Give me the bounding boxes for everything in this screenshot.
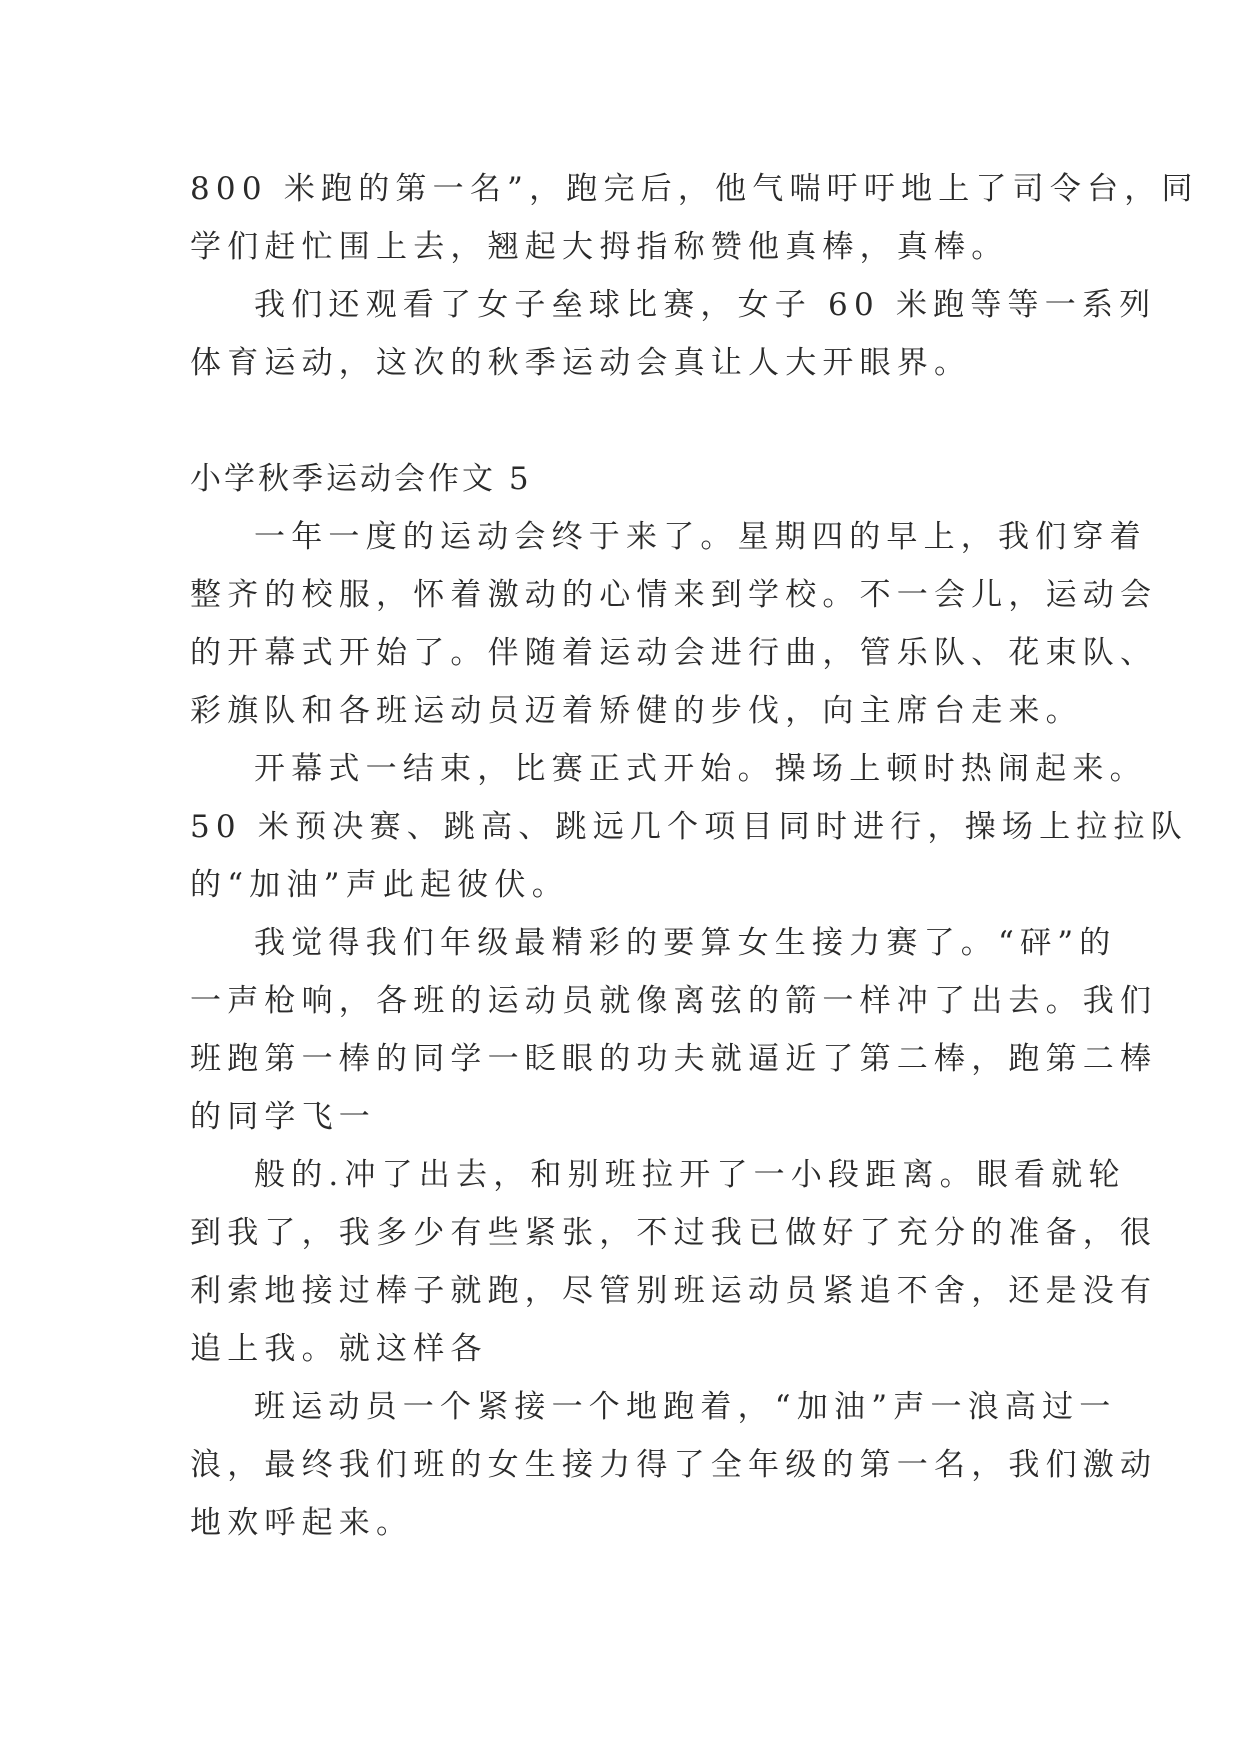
text-line: 学们赶忙围上去，翘起大拇指称赞他真棒，真棒。 <box>190 229 1009 265</box>
text-line: 彩旗队和各班运动员迈着矫健的步伐，向主席台走来。 <box>190 693 1083 729</box>
paragraph-4 <box>190 508 1158 740</box>
text-line: 整齐的校服，怀着激动的心情来到学校。不一会儿，运动会 <box>190 577 1158 613</box>
paragraph-7 <box>190 1146 1158 1378</box>
text-line: 的开幕式开始了。伴随着运动会进行曲，管乐队、花束队、 <box>190 635 1158 671</box>
text-line: 我们还观看了女子垒球比赛，女子 60 米跑等等一系列 <box>254 287 1157 323</box>
text-line: 体育运动，这次的秋季运动会真让人大开眼界。 <box>190 345 972 381</box>
section-heading: 小学秋季运动会作文 5 <box>190 461 532 497</box>
text-line: 一年一度的运动会终于来了。星期四的早上，我们穿着 <box>254 519 1147 555</box>
document-page <box>190 160 1199 1552</box>
text-line: 一声枪响，各班的运动员就像离弦的箭一样冲了出去。我们 <box>190 983 1158 1019</box>
text-line: 利索地接过棒子就跑，尽管别班运动员紧追不舍，还是没有 <box>190 1273 1158 1309</box>
text-line: 开幕式一结束，比赛正式开始。操场上顿时热闹起来。 <box>254 751 1147 787</box>
text-line: 班运动员一个紧接一个地跑着，“加油”声一浪高过一 <box>254 1389 1117 1425</box>
text-line: 到我了，我多少有些紧张，不过我已做好了充分的准备，很 <box>190 1215 1158 1251</box>
text-line: 800 米跑的第一名”，跑完后，他气喘吁吁地上了司令台，同 <box>190 171 1199 207</box>
text-line: 的“加油”声此起彼伏。 <box>190 867 569 903</box>
paragraph-6 <box>190 914 1158 1146</box>
paragraph-8 <box>190 1378 1158 1552</box>
text-line: 浪，最终我们班的女生接力得了全年级的第一名，我们激动 <box>190 1447 1158 1483</box>
text-line: 地欢呼起来。 <box>190 1505 414 1541</box>
text-line: 50 米预决赛、跳高、跳远几个项目同时进行，操场上拉拉队 <box>190 809 1188 845</box>
paragraph-2 <box>190 276 1157 392</box>
text-line: 般的.冲了出去，和别班拉开了一小段距离。眼看就轮 <box>254 1157 1126 1193</box>
paragraph-5 <box>190 740 1188 914</box>
text-line: 班跑第一棒的同学一眨眼的功夫就逼近了第二棒，跑第二棒 <box>190 1041 1158 1077</box>
text-line: 追上我。就这样各 <box>190 1331 488 1367</box>
section-gap <box>190 392 1060 450</box>
paragraph-1 <box>190 160 1199 276</box>
text-line: 我觉得我们年级最精彩的要算女生接力赛了。“砰”的 <box>254 925 1117 961</box>
text-line: 的同学飞一 <box>190 1099 376 1135</box>
